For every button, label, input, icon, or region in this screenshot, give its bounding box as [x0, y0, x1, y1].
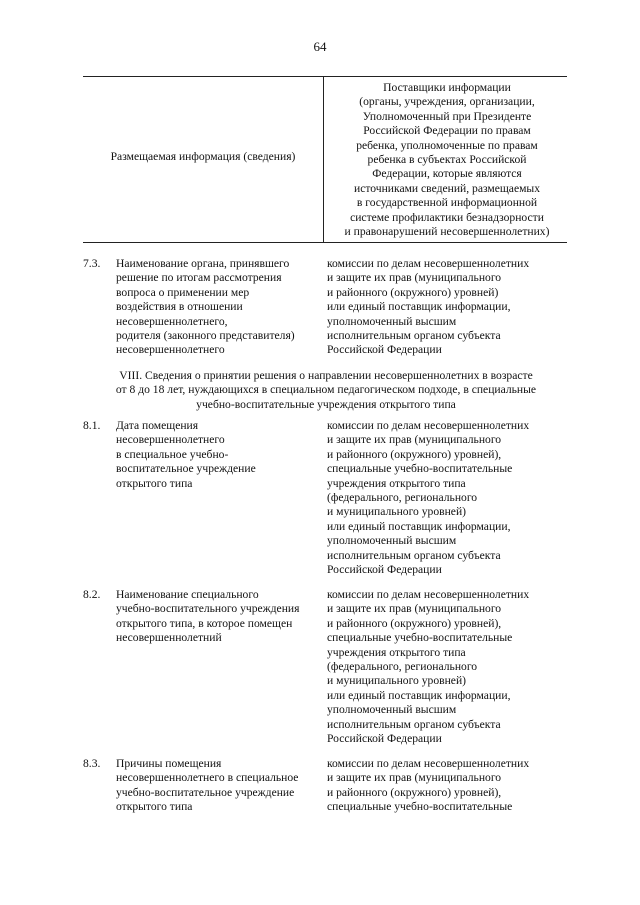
table-header-bottom-rule [83, 242, 567, 243]
table-header-top-rule [83, 76, 567, 77]
row-providers: комиссии по делам несовершеннолетних и защите их прав (муниципального и районного (окружного) уровней), специальные учебно-воспитательные учреждения открытого типа (федерального, регионального и муниципального уровней) или единый поставщик информации, уполномоченный высшим исполнительным органом субъекта Российской Федерации [327, 588, 530, 746]
row-description: Причины помещения несовершеннолетнего в специальное учебно-воспитательное учреждение открытого типа [116, 757, 299, 814]
row-number: 7.3. [83, 257, 101, 270]
row-providers: комиссии по делам несовершеннолетних и защите их прав (муниципального и районного (окружного) уровней), специальные учебно-воспитательные учреждения открытого типа (федерального, регионального и муниципального уровней) или единый поставщик информации, уполномоченный высшим исполнительным органом субъекта Российской Федерации [327, 419, 530, 577]
row-providers: комиссии по делам несовершеннолетних и защите их прав (муниципального и районного (окружного) уровней) или единый поставщик информации, уполномоченный высшим исполнительным органом субъекта Российской Федерации [327, 257, 530, 357]
row-number: 8.1. [83, 419, 101, 432]
row-number: 8.3. [83, 757, 101, 770]
column-header-providers: Поставщики информации (органы, учреждения, организации, Уполномоченный при Президенте Российской Федерации по правам ребенка, уполномоченные по правам ребенка в субъектах Российской Федерации, которые являются источниками сведений, размещаемых в государственной информационной системе профилактики безнадзорности и правонарушений несовершеннолетних) [344, 81, 550, 239]
row-description: Наименование органа, принявшего решение по итогам рассмотрения вопроса о применении мер воздействия в отношении несовершеннолетнего, родителя (законного представителя) несовершеннолетнего [116, 257, 295, 357]
row-providers: комиссии по делам несовершеннолетних и защите их прав (муниципального и районного (окружного) уровней), специальные учебно-воспитательные [327, 757, 530, 814]
page-number: 64 [313, 39, 327, 54]
section-viii-title: VIII. Сведения о принятии решения о направлении несовершеннолетних в возрасте от 8 до 18 лет, нуждающихся в специальном педагогическом подходе, в специальные учебно-воспитательные учреждения открытого типа [115, 369, 537, 411]
column-header-info: Размещаемая информация (сведения) [110, 150, 296, 163]
row-number: 8.2. [83, 588, 101, 601]
table-header-column-divider [323, 76, 324, 242]
row-description: Наименование специального учебно-воспитательного учреждения открытого типа, в которое помещен несовершеннолетний [116, 588, 300, 645]
row-description: Дата помещения несовершеннолетнего в специальное учебно- воспитательное учреждение открытого типа [116, 419, 256, 490]
